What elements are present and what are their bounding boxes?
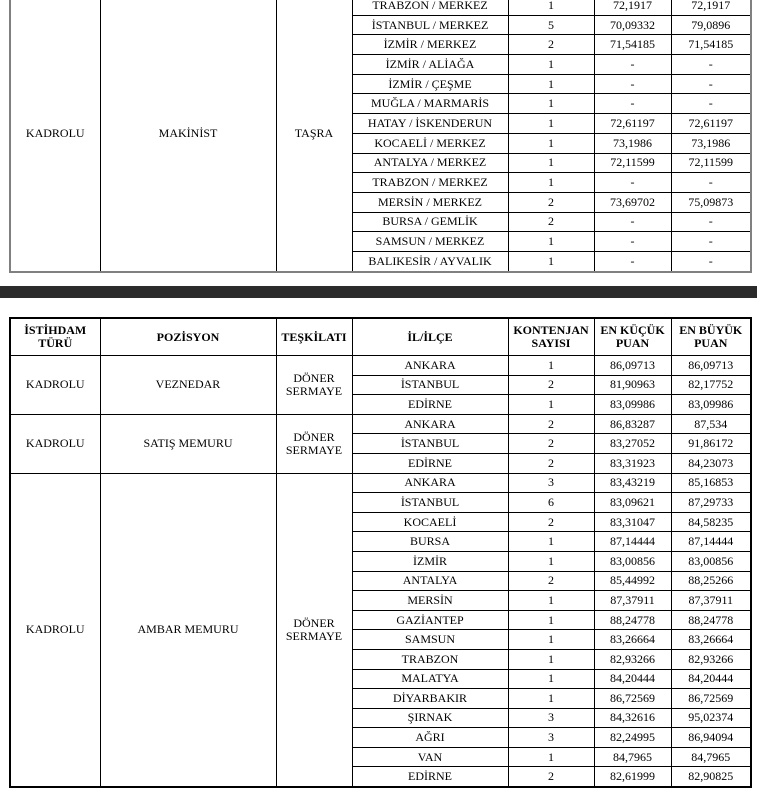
header-position: POZİSYON bbox=[100, 318, 276, 356]
max-score-cell: 88,24778 bbox=[671, 610, 751, 630]
table-header-row bbox=[10, 318, 751, 356]
min-score-cell: 83,09986 bbox=[594, 395, 671, 415]
quota-cell: 6 bbox=[508, 493, 594, 513]
min-score-cell: 82,93266 bbox=[594, 649, 671, 669]
location-cell: ANKARA bbox=[352, 473, 508, 493]
quota-cell: 1 bbox=[508, 153, 594, 173]
header-quota: KONTENJAN SAYISI bbox=[508, 318, 594, 356]
location-cell: SAMSUN / MERKEZ bbox=[352, 232, 508, 252]
max-score-cell: - bbox=[671, 55, 751, 75]
max-score-cell: - bbox=[671, 212, 751, 232]
location-cell: İSTANBUL bbox=[352, 375, 508, 395]
location-cell: GAZİANTEP bbox=[352, 610, 508, 630]
quota-cell: 1 bbox=[508, 747, 594, 767]
max-score-cell: 84,23073 bbox=[671, 453, 751, 473]
organization-cell: DÖNER SERMAYE bbox=[276, 414, 352, 473]
quota-cell: 1 bbox=[508, 251, 594, 271]
organization-cell: DÖNER SERMAYE bbox=[276, 473, 352, 787]
max-score-cell: 82,93266 bbox=[671, 649, 751, 669]
quota-cell: 1 bbox=[508, 610, 594, 630]
max-score-cell: 86,72569 bbox=[671, 689, 751, 709]
quota-cell: 1 bbox=[508, 649, 594, 669]
location-cell: ANKARA bbox=[352, 414, 508, 434]
min-score-cell: 82,24995 bbox=[594, 728, 671, 748]
max-score-cell: 84,58235 bbox=[671, 512, 751, 532]
quota-cell: 2 bbox=[508, 767, 594, 787]
max-score-cell: 88,25266 bbox=[671, 571, 751, 591]
min-score-cell: - bbox=[594, 55, 671, 75]
max-score-cell: 83,09986 bbox=[671, 395, 751, 415]
location-cell: KOCAELİ / MERKEZ bbox=[352, 133, 508, 153]
table-row bbox=[10, 414, 751, 434]
max-score-cell: - bbox=[671, 173, 751, 193]
max-score-cell: 73,1986 bbox=[671, 133, 751, 153]
min-score-cell: 83,31047 bbox=[594, 512, 671, 532]
quota-cell: 1 bbox=[508, 532, 594, 552]
max-score-cell: - bbox=[671, 94, 751, 114]
employment-type-cell: KADROLU bbox=[10, 414, 100, 473]
min-score-cell: 86,83287 bbox=[594, 414, 671, 434]
min-score-cell: - bbox=[594, 173, 671, 193]
location-cell: MUĞLA / MARMARİS bbox=[352, 94, 508, 114]
min-score-cell: 83,09621 bbox=[594, 493, 671, 513]
quota-cell: 1 bbox=[508, 630, 594, 650]
top-table-section bbox=[9, 0, 750, 273]
max-score-cell: 86,09713 bbox=[671, 356, 751, 376]
max-score-cell: 72,1917 bbox=[671, 0, 751, 15]
quota-cell: 2 bbox=[508, 414, 594, 434]
max-score-cell: 83,26664 bbox=[671, 630, 751, 650]
header-employment-type: İSTİHDAM TÜRÜ bbox=[10, 318, 100, 356]
min-score-cell: 71,54185 bbox=[594, 35, 671, 55]
max-score-cell: - bbox=[671, 251, 751, 271]
quota-cell: 1 bbox=[508, 395, 594, 415]
location-cell: DİYARBAKIR bbox=[352, 689, 508, 709]
quota-cell: 2 bbox=[508, 453, 594, 473]
min-score-cell: 87,14444 bbox=[594, 532, 671, 552]
bottom-table-section bbox=[9, 317, 750, 788]
location-cell: MERSİN / MERKEZ bbox=[352, 192, 508, 212]
location-cell: BURSA / GEMLİK bbox=[352, 212, 508, 232]
location-cell: AĞRI bbox=[352, 728, 508, 748]
page-divider bbox=[0, 286, 757, 298]
max-score-cell: 87,29733 bbox=[671, 493, 751, 513]
min-score-cell: 85,44992 bbox=[594, 571, 671, 591]
min-score-cell: 86,09713 bbox=[594, 356, 671, 376]
quota-cell: 1 bbox=[508, 232, 594, 252]
max-score-cell: 87,37911 bbox=[671, 591, 751, 611]
min-score-cell: - bbox=[594, 74, 671, 94]
location-cell: KOCAELİ bbox=[352, 512, 508, 532]
min-score-cell: 83,27052 bbox=[594, 434, 671, 454]
max-score-cell: 83,00856 bbox=[671, 551, 751, 571]
max-score-cell: 82,90825 bbox=[671, 767, 751, 787]
quota-cell: 3 bbox=[508, 728, 594, 748]
position-cell: MAKİNİST bbox=[100, 0, 276, 272]
min-score-cell: - bbox=[594, 94, 671, 114]
table-row bbox=[10, 473, 751, 493]
location-cell: MERSİN bbox=[352, 591, 508, 611]
min-score-cell: - bbox=[594, 232, 671, 252]
quota-cell: 1 bbox=[508, 689, 594, 709]
doner-sermaye-table bbox=[9, 317, 752, 788]
min-score-cell: 72,1917 bbox=[594, 0, 671, 15]
max-score-cell: 87,534 bbox=[671, 414, 751, 434]
location-cell: MALATYA bbox=[352, 669, 508, 689]
min-score-cell: 83,43219 bbox=[594, 473, 671, 493]
max-score-cell: 91,86172 bbox=[671, 434, 751, 454]
max-score-cell: - bbox=[671, 232, 751, 252]
min-score-cell: 72,61197 bbox=[594, 114, 671, 134]
min-score-cell: 81,90963 bbox=[594, 375, 671, 395]
quota-cell: 3 bbox=[508, 708, 594, 728]
makinist-table bbox=[9, 0, 752, 273]
max-score-cell: 75,09873 bbox=[671, 192, 751, 212]
position-cell: AMBAR MEMURU bbox=[100, 473, 276, 787]
location-cell: İSTANBUL bbox=[352, 493, 508, 513]
location-cell: ANTALYA / MERKEZ bbox=[352, 153, 508, 173]
min-score-cell: 72,11599 bbox=[594, 153, 671, 173]
quota-cell: 1 bbox=[508, 551, 594, 571]
quota-cell: 2 bbox=[508, 375, 594, 395]
location-cell: EDİRNE bbox=[352, 453, 508, 473]
quota-cell: 1 bbox=[508, 591, 594, 611]
header-min-score: EN KÜÇÜK PUAN bbox=[594, 318, 671, 356]
quota-cell: 2 bbox=[508, 192, 594, 212]
quota-cell: 1 bbox=[508, 669, 594, 689]
max-score-cell: 95,02374 bbox=[671, 708, 751, 728]
location-cell: TRABZON bbox=[352, 649, 508, 669]
max-score-cell: 84,20444 bbox=[671, 669, 751, 689]
min-score-cell: 83,26664 bbox=[594, 630, 671, 650]
quota-cell: 2 bbox=[508, 434, 594, 454]
max-score-cell: 71,54185 bbox=[671, 35, 751, 55]
max-score-cell: 86,94094 bbox=[671, 728, 751, 748]
employment-type-cell: KADROLU bbox=[10, 0, 100, 272]
location-cell: ANKARA bbox=[352, 356, 508, 376]
min-score-cell: 82,61999 bbox=[594, 767, 671, 787]
quota-cell: 1 bbox=[508, 55, 594, 75]
location-cell: İZMİR / ÇEŞME bbox=[352, 74, 508, 94]
location-cell: İSTANBUL bbox=[352, 434, 508, 454]
quota-cell: 1 bbox=[508, 173, 594, 193]
min-score-cell: 84,32616 bbox=[594, 708, 671, 728]
location-cell: EDİRNE bbox=[352, 767, 508, 787]
max-score-cell: 85,16853 bbox=[671, 473, 751, 493]
location-cell: ŞIRNAK bbox=[352, 708, 508, 728]
max-score-cell: 72,11599 bbox=[671, 153, 751, 173]
max-score-cell: 87,14444 bbox=[671, 532, 751, 552]
quota-cell: 2 bbox=[508, 35, 594, 55]
min-score-cell: - bbox=[594, 212, 671, 232]
location-cell: VAN bbox=[352, 747, 508, 767]
max-score-cell: 72,61197 bbox=[671, 114, 751, 134]
min-score-cell: 73,1986 bbox=[594, 133, 671, 153]
location-cell: İZMİR bbox=[352, 551, 508, 571]
location-cell: İZMİR / ALİAĞA bbox=[352, 55, 508, 75]
header-max-score: EN BÜYÜK PUAN bbox=[671, 318, 751, 356]
location-cell: ANTALYA bbox=[352, 571, 508, 591]
location-cell: TRABZON / MERKEZ bbox=[352, 0, 508, 15]
min-score-cell: 87,37911 bbox=[594, 591, 671, 611]
max-score-cell: 82,17752 bbox=[671, 375, 751, 395]
min-score-cell: 83,00856 bbox=[594, 551, 671, 571]
max-score-cell: 79,0896 bbox=[671, 15, 751, 35]
table-row bbox=[10, 0, 751, 15]
location-cell: İZMİR / MERKEZ bbox=[352, 35, 508, 55]
location-cell: BURSA bbox=[352, 532, 508, 552]
min-score-cell: 73,69702 bbox=[594, 192, 671, 212]
quota-cell: 5 bbox=[508, 15, 594, 35]
quota-cell: 3 bbox=[508, 473, 594, 493]
min-score-cell: - bbox=[594, 251, 671, 271]
header-location: İL/İLÇE bbox=[352, 318, 508, 356]
min-score-cell: 88,24778 bbox=[594, 610, 671, 630]
organization-cell: DÖNER SERMAYE bbox=[276, 356, 352, 415]
location-cell: EDİRNE bbox=[352, 395, 508, 415]
location-cell: İSTANBUL / MERKEZ bbox=[352, 15, 508, 35]
table-row bbox=[10, 356, 751, 376]
quota-cell: 2 bbox=[508, 212, 594, 232]
employment-type-cell: KADROLU bbox=[10, 473, 100, 787]
quota-cell: 1 bbox=[508, 114, 594, 134]
location-cell: TRABZON / MERKEZ bbox=[352, 173, 508, 193]
max-score-cell: 84,7965 bbox=[671, 747, 751, 767]
min-score-cell: 70,09332 bbox=[594, 15, 671, 35]
quota-cell: 1 bbox=[508, 94, 594, 114]
employment-type-cell: KADROLU bbox=[10, 356, 100, 415]
min-score-cell: 84,20444 bbox=[594, 669, 671, 689]
quota-cell: 2 bbox=[508, 571, 594, 591]
location-cell: SAMSUN bbox=[352, 630, 508, 650]
header-organization: TEŞKİLATI bbox=[276, 318, 352, 356]
quota-cell: 1 bbox=[508, 356, 594, 376]
quota-cell: 1 bbox=[508, 74, 594, 94]
max-score-cell: - bbox=[671, 74, 751, 94]
quota-cell: 2 bbox=[508, 512, 594, 532]
position-cell: SATIŞ MEMURU bbox=[100, 414, 276, 473]
min-score-cell: 84,7965 bbox=[594, 747, 671, 767]
quota-cell: 1 bbox=[508, 0, 594, 15]
quota-cell: 1 bbox=[508, 133, 594, 153]
organization-cell: TAŞRA bbox=[276, 0, 352, 272]
min-score-cell: 86,72569 bbox=[594, 689, 671, 709]
location-cell: HATAY / İSKENDERUN bbox=[352, 114, 508, 134]
location-cell: BALIKESİR / AYVALIK bbox=[352, 251, 508, 271]
min-score-cell: 83,31923 bbox=[594, 453, 671, 473]
position-cell: VEZNEDAR bbox=[100, 356, 276, 415]
